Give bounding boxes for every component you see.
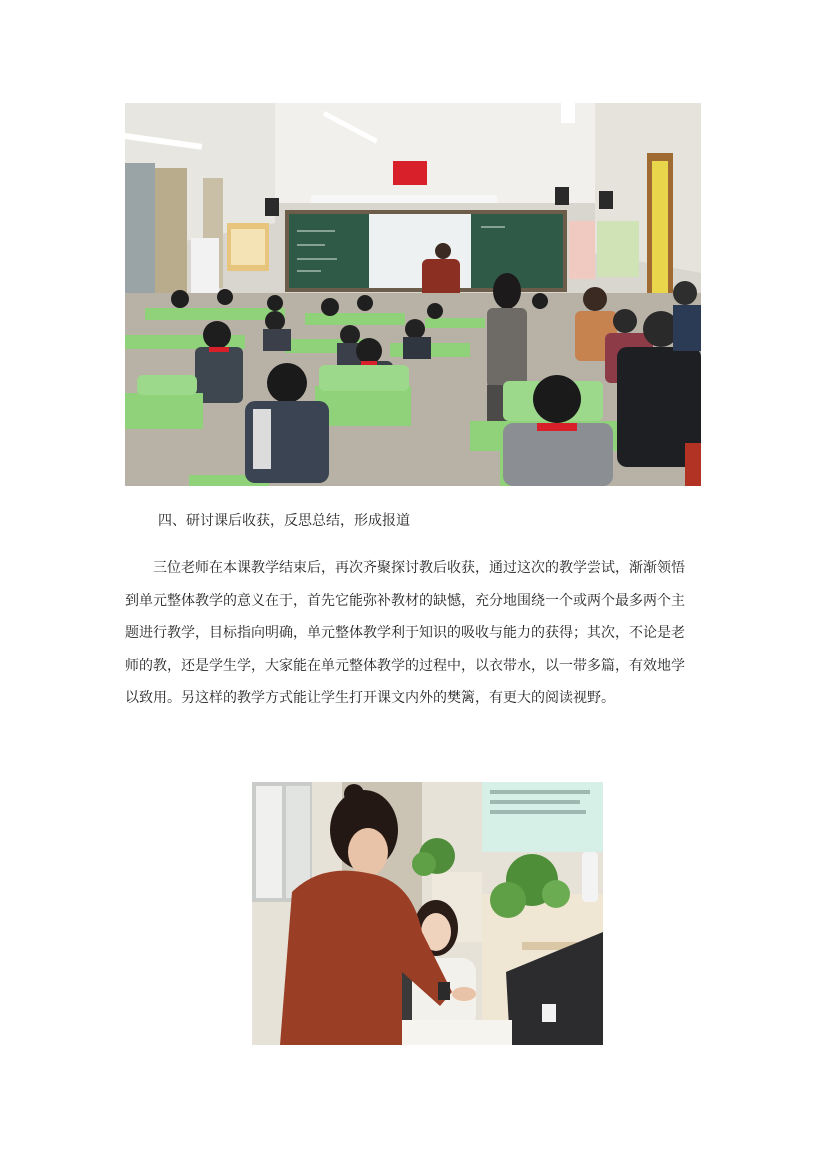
- right-blackboard: [471, 214, 563, 288]
- paragraph-line: 到单元整体教学的意义在于，首先它能弥补教材的缺憾，充分地围绕一个或两个最多两个主: [125, 592, 685, 609]
- paragraph-line: 以致用。另这样的教学方式能让学生打开课文内外的樊篱，有更大的阅读视野。: [125, 690, 615, 706]
- paragraph-line: 师的教，还是学生学，大家能在单元整体教学的过程中，以衣带水，以一带多篇，有效地学: [125, 657, 685, 674]
- left-blackboard: [289, 214, 369, 288]
- flag-icon: [393, 161, 427, 185]
- office-scene: [252, 782, 603, 1045]
- classroom-photo: [125, 103, 701, 486]
- section-heading: 四、研讨课后收获，反思总结，形成报道: [158, 513, 410, 529]
- paragraph-line: 三位老师在本课教学结束后，再次齐聚探讨教后收获，通过这次的教学尝试，渐渐领悟: [153, 560, 685, 576]
- standing-student: [487, 308, 527, 388]
- office-photo: [252, 782, 603, 1045]
- classroom-scene: [125, 103, 701, 486]
- section-paragraph: [125, 552, 703, 715]
- paragraph-line: 题进行教学，目标指向明确，单元整体教学利于知识的吸收与能力的获得；其次，不论是老: [125, 625, 685, 641]
